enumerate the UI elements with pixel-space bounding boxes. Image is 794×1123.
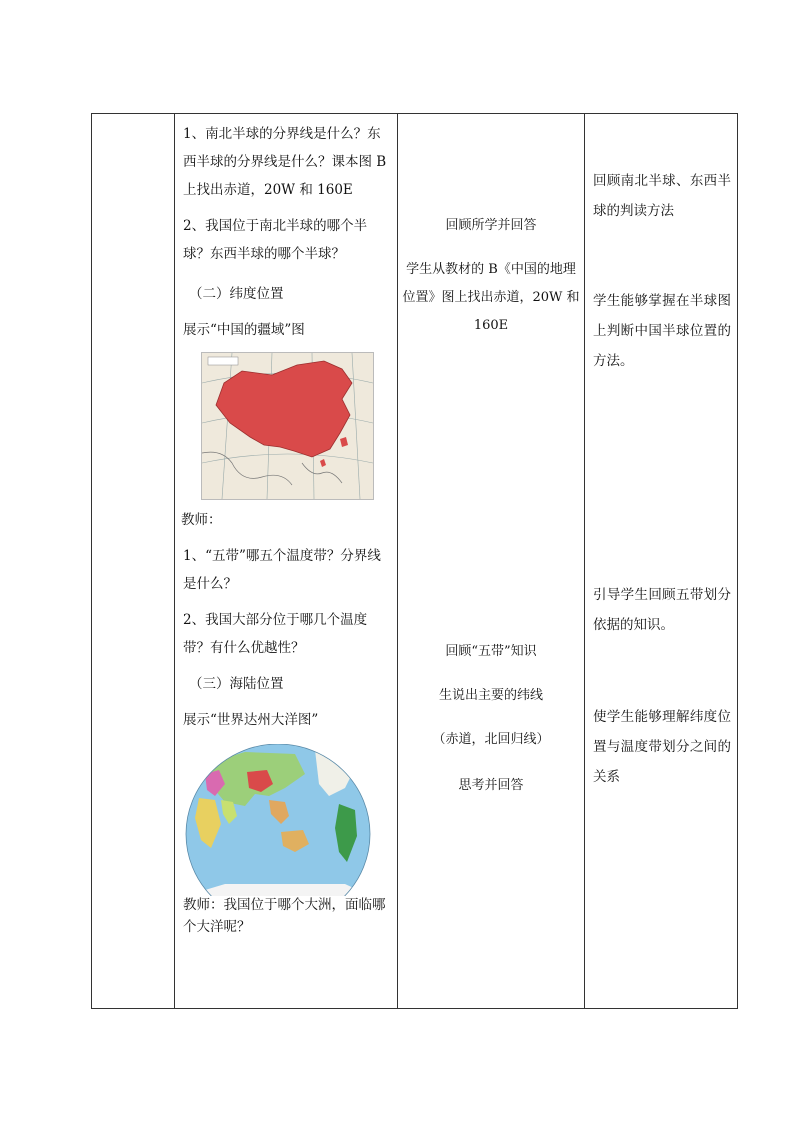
- design-intent-cell: [585, 114, 738, 1009]
- lesson-table: [91, 113, 738, 1009]
- show-territory-map: 展示“中国的疆域”图: [183, 322, 305, 338]
- student-equator-tropic: （赤道，北回归线）: [432, 732, 550, 747]
- table-row: [92, 114, 738, 1009]
- world-continents-oceans-map-image: [185, 744, 371, 896]
- student-find-equator: 学生从教材的 B《中国的地理位置》图上找出赤道，20W 和 160E: [402, 262, 580, 333]
- question-china-hemisphere: 2、我国位于南北半球的哪个半球？东西半球的哪个半球？: [183, 218, 368, 262]
- intent-hemisphere-skill: 学生能够掌握在半球图上判断中国半球位置的方法。: [593, 293, 731, 369]
- question-china-zones: 2、我国大部分位于哪几个温度带？有什么优越性？: [183, 612, 368, 656]
- section-latitude-heading: （二）纬度位置: [189, 286, 284, 302]
- intent-latitude-zones: 使学生能够理解纬度位置与温度带划分之间的关系: [593, 709, 731, 785]
- intent-hemisphere-review: 回顾南北半球、东西半球的判读方法: [593, 173, 731, 219]
- teacher-question-continent: 教师：我国位于哪个大洲，面临哪个大洋呢？: [183, 897, 386, 935]
- student-activity-cell: [398, 114, 585, 1009]
- student-think-answer: 思考并回答: [458, 778, 524, 793]
- student-review-zones: 回顾“五带”知识: [445, 644, 537, 659]
- teacher-label-1: 教师：: [181, 512, 222, 528]
- china-territory-map-image: [201, 352, 374, 500]
- student-review: 回顾所学并回答: [445, 218, 537, 233]
- empty-cell: [92, 114, 175, 1009]
- section-sea-land-heading: （三）海陆位置: [189, 676, 284, 692]
- student-name-latitudes: 生说出主要的纬线: [438, 688, 543, 703]
- intent-zone-review: 引导学生回顾五带划分依据的知识。: [593, 587, 731, 633]
- show-world-map: 展示“世界达州大洋图”: [183, 712, 319, 728]
- question-five-zones: 1、“五带”哪五个温度带？分界线是什么？: [183, 548, 381, 592]
- teacher-activity-cell: [175, 114, 398, 1009]
- question-hemisphere-boundary: 1、南北半球的分界线是什么？东西半球的分界线是什么？课本图 B 上找出赤道，20W 和 160E: [183, 126, 387, 198]
